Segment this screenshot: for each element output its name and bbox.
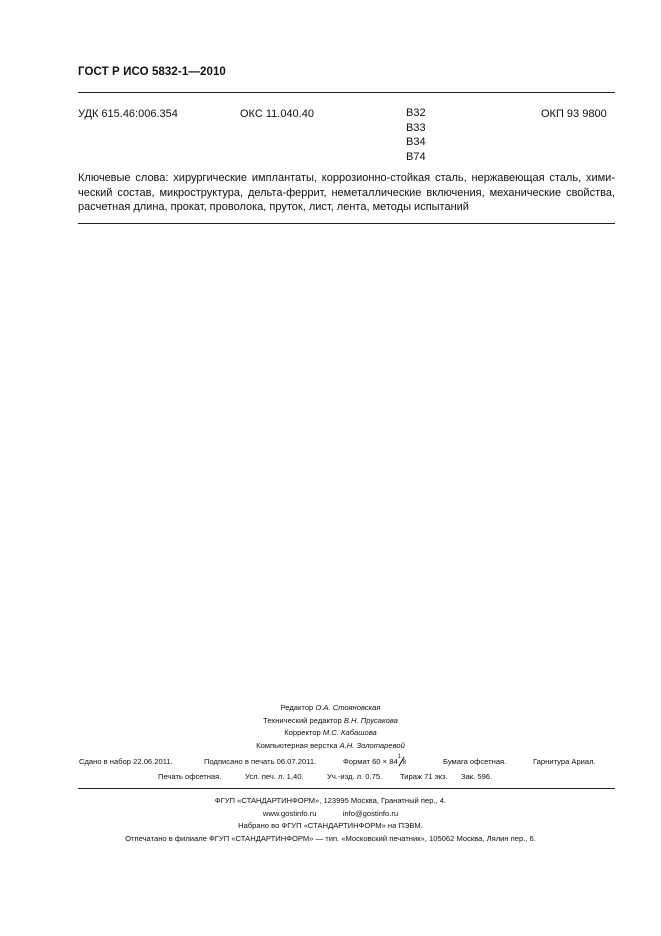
- okp-code: ОКП 93 9800: [541, 108, 607, 120]
- editor-label: Редактор: [280, 703, 314, 712]
- footer-typeset: Набрано во ФГУП «СТАНДАРТИНФОРМ» на ПЭВМ.: [238, 821, 423, 831]
- document-title: ГОСТ Р ИСО 5832-1—2010: [78, 66, 226, 78]
- keywords-line: ческий состав, микроструктура, дельта-феррит, неметаллические включения, механические свойства,: [78, 186, 615, 199]
- keywords-line: Ключевые слова: хирургические имплантаты, коррозионно-стойкая сталь, нержавеющая сталь, хими-: [78, 172, 615, 184]
- keywords-line: расчетная длина, прокат, проволока, пруток, лист, лента, методы испытаний: [78, 201, 469, 213]
- category-codes: [406, 106, 426, 164]
- format: Формат 60 × 84 1 8: [343, 754, 407, 766]
- credits-block: [0, 702, 661, 752]
- editor-line: [0, 702, 661, 715]
- layout-name: А.Н. Золотаревой: [339, 740, 405, 750]
- corrector-line: [0, 727, 661, 740]
- footer-address: ФГУП «СТАНДАРТИНФОРМ», 123995 Москва, Гранатный пер., 4.: [214, 796, 447, 805]
- editor-name: О.А. Стояновская: [315, 703, 381, 712]
- layout-label: Компьютерная верстка: [256, 740, 338, 750]
- category-code: В34: [406, 136, 426, 148]
- print-run: Тираж 71 экз.: [400, 772, 448, 781]
- format-fraction: 1 8: [397, 754, 407, 766]
- layout-line: [0, 740, 661, 753]
- footer-website: www.gostinfo.ru: [262, 808, 317, 818]
- paper-type: Бумага офсетная.: [443, 757, 507, 766]
- corrector-label: Корректор: [284, 728, 321, 737]
- corrector-name: М.С. Кабашова: [322, 728, 377, 737]
- footer-contacts: [0, 808, 661, 821]
- tech-editor-line: [0, 715, 661, 728]
- sent-date: Сдано в набор 22.06.2011.: [79, 757, 173, 766]
- print-type: Печать офсетная.: [158, 772, 222, 781]
- udk-code: УДК 615.46:006.354: [78, 108, 178, 120]
- edition-sheets: Уч.-изд. л. 0,75.: [327, 772, 383, 781]
- footer-block: [0, 795, 661, 845]
- signed-date: Подписано в печать 06.07.2011.: [204, 757, 317, 766]
- category-code: В32: [406, 107, 426, 119]
- footer-divider: [78, 788, 615, 789]
- keywords-block: [78, 171, 615, 215]
- footer-email: info@gostinfo.ru: [342, 808, 399, 818]
- top-divider: [78, 92, 615, 93]
- footer-printed: Отпечатано в филиале ФГУП «СТАНДАРТИНФОРМ» — тип. «Московский печатник», 105062 Москва, Лялин пер., 6.: [125, 833, 536, 843]
- oks-code: ОКС 11.040.40: [240, 108, 314, 120]
- category-code: В33: [406, 121, 426, 134]
- tech-editor-label: Технический редактор: [263, 715, 342, 725]
- category-code: В74: [406, 150, 426, 163]
- font-type: Гарнитура Ариал.: [533, 757, 596, 766]
- order-number: Зак. 596.: [461, 772, 493, 781]
- print-sheets: Усл. печ. л. 1,40.: [245, 772, 304, 781]
- keywords-divider: [78, 223, 615, 224]
- tech-editor-name: В.Н. Прусакова: [343, 715, 398, 725]
